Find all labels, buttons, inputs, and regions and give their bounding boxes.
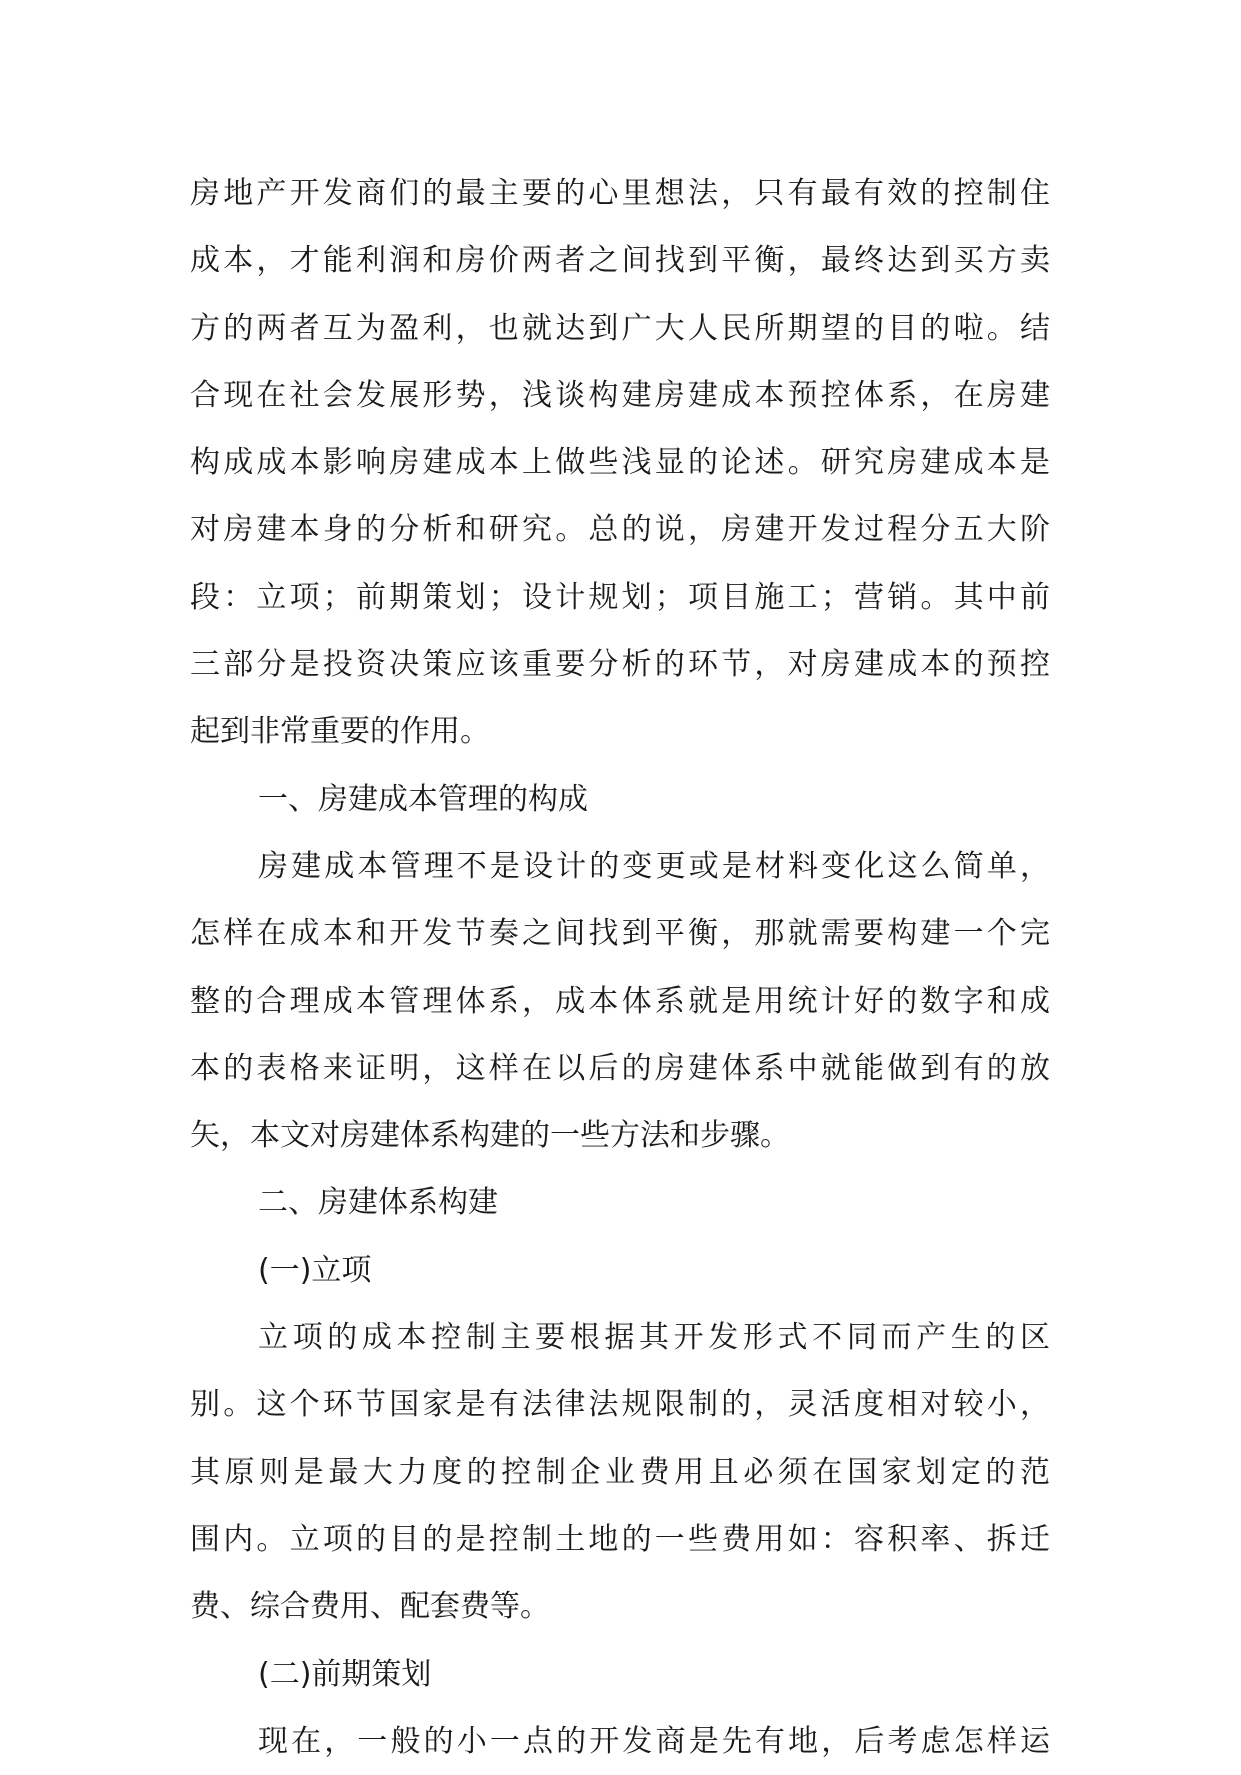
- text-line: 怎样在成本和开发节奏之间找到平衡，那就需要构建一个完: [190, 916, 1050, 952]
- text-line: 别。这个环节国家是有法律法规限制的，灵活度相对较小，: [190, 1387, 1050, 1423]
- text-line: 本的表格来证明，这样在以后的房建体系中就能做到有的放: [190, 1050, 1050, 1086]
- section-heading-2: 二、房建体系构建: [258, 1185, 498, 1221]
- text-line: 三部分是投资决策应该重要分析的环节，对房建成本的预控: [190, 647, 1050, 683]
- text-line: 整的合理成本管理体系，成本体系就是用统计好的数字和成: [190, 983, 1050, 1019]
- text-line: 对房建本身的分析和研究。总的说，房建开发过程分五大阶: [190, 512, 1050, 548]
- text-line: 成本，才能利润和房价两者之间找到平衡，最终达到买方卖: [190, 243, 1050, 279]
- text-line: 费、综合费用、配套费等。: [190, 1589, 550, 1625]
- text-line: 现在，一般的小一点的开发商是先有地，后考虑怎样运: [258, 1723, 1050, 1759]
- subsection-heading-1: (一)立项: [258, 1252, 372, 1288]
- text-line: 房地产开发商们的最主要的心里想法，只有最有效的控制住: [190, 176, 1050, 211]
- text-line: 起到非常重要的作用。: [190, 714, 490, 750]
- text-line: 围内。立项的目的是控制土地的一些费用如：容积率、拆迁: [190, 1521, 1050, 1557]
- text-line: 段：立项；前期策划；设计规划；项目施工；营销。其中前: [190, 579, 1050, 615]
- text-line: 方的两者互为盈利，也就达到广大人民所期望的目的啦。结: [190, 310, 1050, 346]
- section-heading-1: 一、房建成本管理的构成: [258, 781, 588, 817]
- text-line: 矢，本文对房建体系构建的一些方法和步骤。: [190, 1118, 790, 1154]
- text-line: 合现在社会发展形势，浅谈构建房建成本预控体系，在房建: [190, 377, 1050, 413]
- document-body: [190, 160, 1050, 1775]
- subsection-heading-2: (二)前期策划: [258, 1656, 432, 1692]
- text-line: 立项的成本控制主要根据其开发形式不同而产生的区: [258, 1320, 1050, 1356]
- text-line: 构成成本影响房建成本上做些浅显的论述。研究房建成本是: [190, 445, 1050, 481]
- text-line: 房建成本管理不是设计的变更或是材料变化这么简单，: [258, 848, 1050, 884]
- text-line: 其原则是最大力度的控制企业费用且必须在国家划定的范: [190, 1454, 1050, 1490]
